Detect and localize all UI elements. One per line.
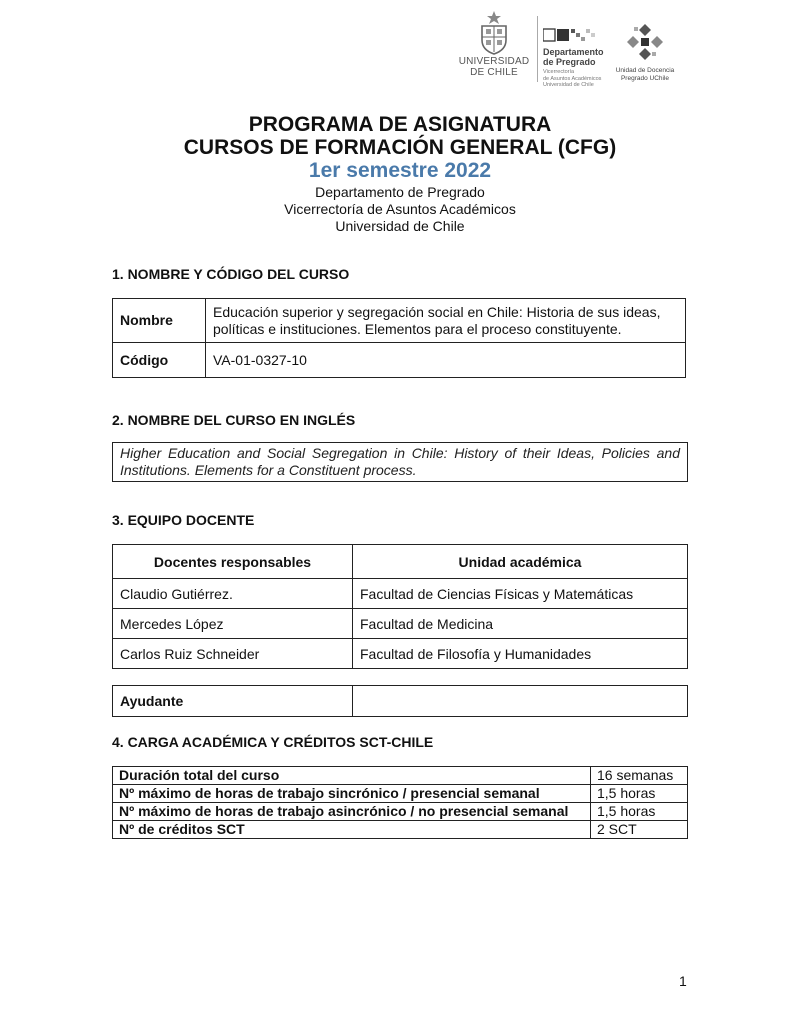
pregrado-mark-icon [543,28,603,42]
unidad-logo-line1: Unidad de Docencia [615,67,675,74]
english-course-name: Higher Education and Social Segregation in Chile: History of their Ideas, Policies and Institutions. Elements for a Constituent process. [112,442,688,482]
load-label: Nº máximo de horas de trabajo asincrónico / no presencial semanal [113,803,591,821]
semester-title: 1er semestre 2022 [308,159,492,182]
teaching-team-table [112,544,688,669]
load-label: Nº máximo de horas de trabajo sincrónico / presencial semanal [113,785,591,803]
col-header-unidad: Unidad académica [353,545,688,579]
unidad-academica: Facultad de Ciencias Físicas y Matemáticas [353,579,688,609]
logo-divider [537,16,538,82]
university-seal-icon [474,10,514,56]
course-code-label: Código [113,343,206,378]
uchile-logo-line2: DE CHILE [470,67,518,78]
table-row [113,821,688,839]
dept-logo-small1: Vicerrectoría [543,69,575,75]
course-name-line2: políticas e instituciones. Elementos para el proceso constituyente. [213,320,622,337]
uchile-logo-line1: UNIVERSIDAD [458,56,530,67]
course-code-value: VA-01-0327-10 [206,343,686,378]
section-3-heading: 3. EQUIPO DOCENTE [112,512,255,528]
unidad-logo-line2: Pregrado UChile [620,74,670,82]
section-2-heading: 2. NOMBRE DEL CURSO EN INGLÉS [112,412,356,428]
col-header-docentes: Docentes responsables [113,545,353,579]
docente-name: Claudio Gutiérrez. [113,579,353,609]
section-4-heading: 4. CARGA ACADÉMICA Y CRÉDITOS SCT-CHILE [112,734,434,750]
docente-name: Mercedes López [113,609,353,639]
unidad-academica: Facultad de Medicina [353,609,688,639]
assistant-label: Ayudante [113,686,353,717]
page-number: 1 [679,973,687,989]
course-name-line1: Educación superior y segregación social en Chile: Historia de sus ideas, [213,303,661,320]
document-title-line2: CURSOS DE FORMACIÓN GENERAL (CFG) [183,136,617,159]
load-label: Duración total del curso [113,767,591,785]
load-value: 16 semanas [591,767,688,785]
assistant-table [112,685,688,717]
table-row [113,767,688,785]
dept-logo-line1: Departamento [543,47,604,57]
load-value: 2 SCT [591,821,688,839]
document-title-line1: PROGRAMA DE ASIGNATURA [248,113,552,136]
table-row [113,686,688,717]
table-row [113,299,686,343]
university-name: Universidad de Chile [335,218,465,234]
academic-load-table [112,766,688,839]
dept-logo-small2: de Asuntos Académicos [543,75,602,82]
vicerrectoria-name: Vicerrectoría de Asuntos Académicos [284,201,516,217]
table-row [113,803,688,821]
load-value: 1,5 horas [591,785,688,803]
table-row [113,579,688,609]
course-name-code-table [112,298,686,378]
docente-name: Carlos Ruiz Schneider [113,639,353,669]
table-row [113,785,688,803]
table-row [113,343,686,378]
department-name: Departamento de Pregrado [315,184,485,200]
unidad-academica: Facultad de Filosofía y Humanidades [353,639,688,669]
unidad-docencia-mark-icon [625,22,665,62]
load-label: Nº de créditos SCT [113,821,591,839]
course-name-label: Nombre [113,299,206,343]
dept-logo-small3: Universidad de Chile [543,82,594,88]
dept-logo-line2: de Pregrado [543,57,596,67]
table-row [113,609,688,639]
universidad-de-chile-logo [455,10,533,78]
unidad-docencia-logo [615,22,675,82]
table-row [113,639,688,669]
table-header-row [113,545,688,579]
departamento-pregrado-logo [543,28,623,89]
load-value: 1,5 horas [591,803,688,821]
section-1-heading: 1. NOMBRE Y CÓDIGO DEL CURSO [112,266,350,282]
course-name-value [206,299,686,343]
assistant-value [353,686,688,717]
